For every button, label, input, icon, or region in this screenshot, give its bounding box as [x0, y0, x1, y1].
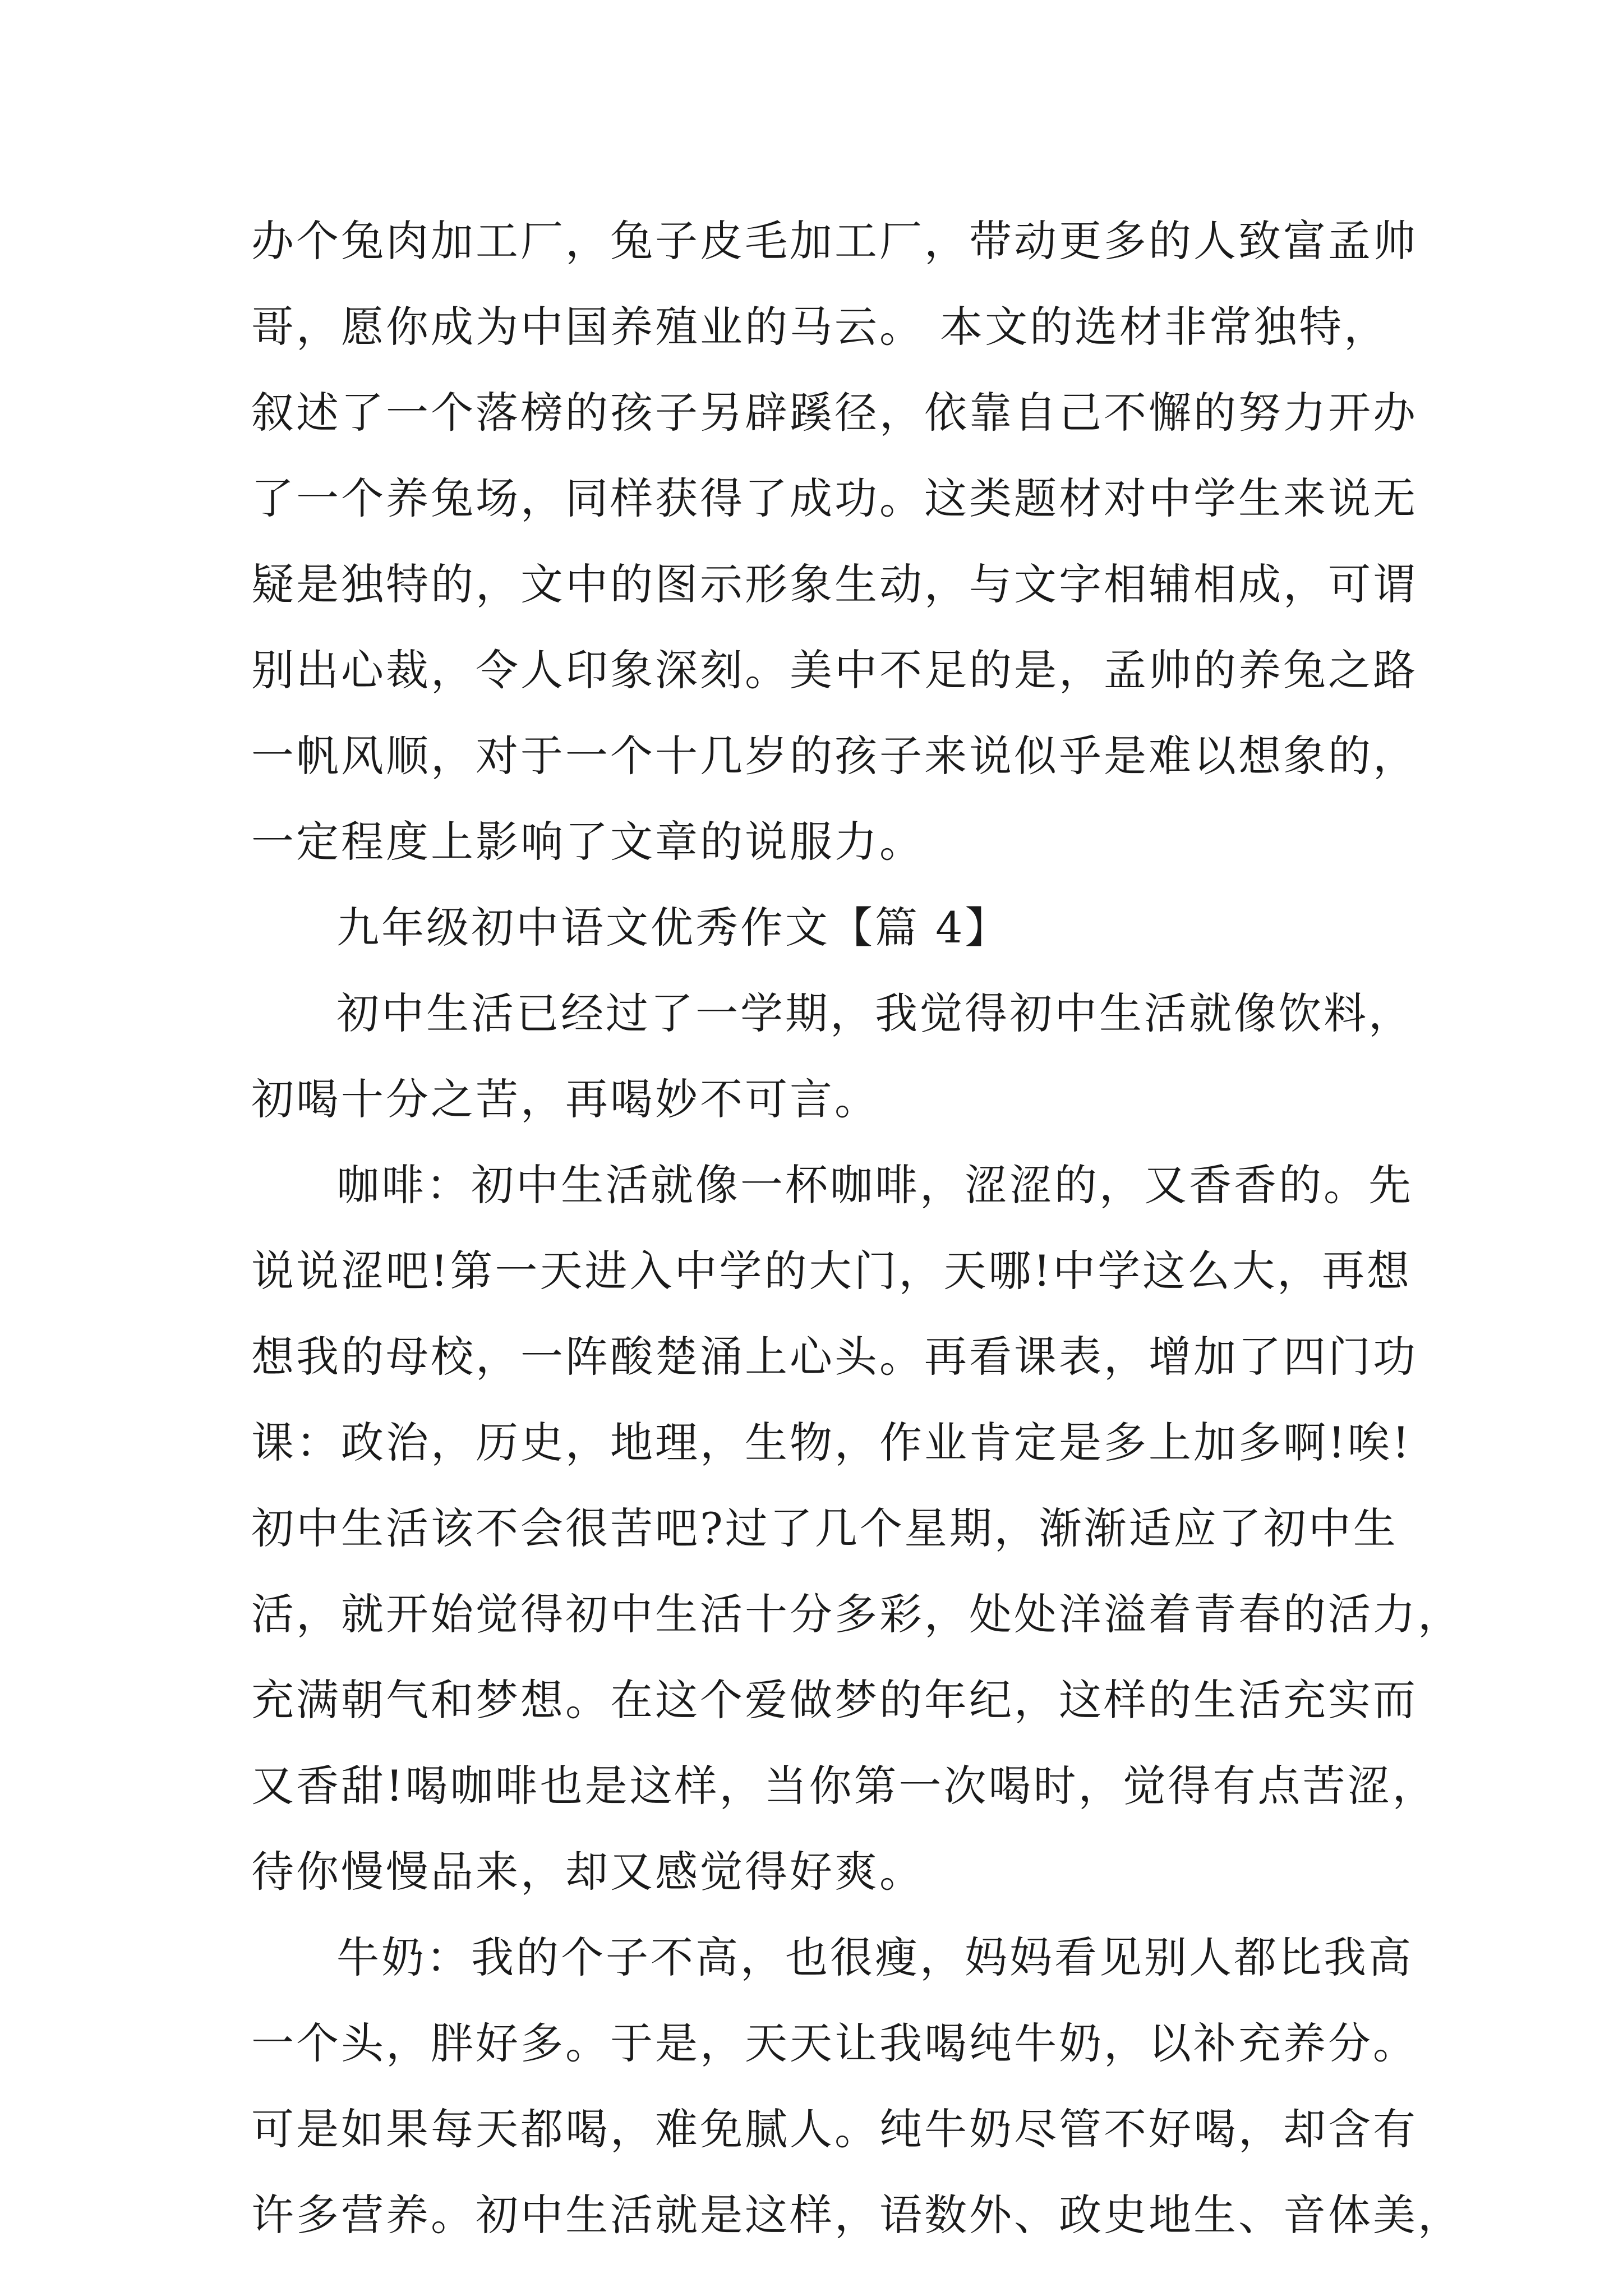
text-line: 了一个养兔场，同样获得了成功。这类题材对中学生来说无 — [251, 473, 1418, 523]
text-line: 课：政治，历史，地理，生物，作业肯定是多上加多啊!唉! — [251, 1418, 1412, 1467]
text-line: 一帆风顺，对于一个十几岁的孩子来说似乎是难以想象的， — [251, 731, 1418, 781]
text-line: 一个头，胖好多。于是，天天让我喝纯牛奶，以补充养分。 — [251, 2018, 1418, 2068]
text-line: 办个兔肉加工厂，兔子皮毛加工厂，带动更多的人致富孟帅 — [251, 216, 1418, 266]
text-line: 说说涩吧!第一天进入中学的大门，天哪!中学这么大，再想 — [251, 1246, 1412, 1296]
text-line: 哥，愿你成为中国养殖业的马云。 本文的选材非常独特， — [251, 302, 1389, 352]
text-line: 待你慢慢品来，却又感觉得好爽。 — [251, 1847, 924, 1897]
text-line: 疑是独特的，文中的图示形象生动，与文字相辅相成，可谓 — [251, 559, 1418, 609]
text-line: 充满朝气和梦想。在这个爱做梦的年纪，这样的生活充实而 — [251, 1675, 1418, 1725]
paragraph-start: 咖啡：初中生活就像一杯咖啡，涩涩的，又香香的。先 — [336, 1160, 1413, 1210]
text-line: 初喝十分之苦，再喝妙不可言。 — [251, 1074, 879, 1124]
text-line: 别出心裁，令人印象深刻。美中不足的是，孟帅的养兔之路 — [251, 645, 1418, 695]
text-line: 叙述了一个落榜的孩子另辟蹊径，依靠自己不懈的努力开办 — [251, 388, 1418, 438]
text-line: 活，就开始觉得初中生活十分多彩，处处洋溢着青春的活力， — [251, 1589, 1463, 1639]
section-heading: 九年级初中语文优秀作文【篇 4】 — [336, 903, 1010, 953]
paragraph-start: 牛奶：我的个子不高，也很瘦，妈妈看见别人都比我高 — [336, 1932, 1413, 1982]
text-line: 初中生活该不会很苦吧?过了几个星期，渐渐适应了初中生 — [251, 1503, 1398, 1553]
text-line: 可是如果每天都喝，难免腻人。纯牛奶尽管不好喝，却含有 — [251, 2104, 1418, 2154]
paragraph-start: 初中生活已经过了一学期，我觉得初中生活就像饮料， — [336, 988, 1413, 1038]
text-line: 一定程度上影响了文章的说服力。 — [251, 817, 924, 867]
text-line: 又香甜!喝咖啡也是这样，当你第一次喝时，觉得有点苦涩， — [251, 1761, 1437, 1811]
text-line: 许多营养。初中生活就是这样，语数外、政史地生、音体美， — [251, 2190, 1463, 2240]
text-line: 想我的母校，一阵酸楚涌上心头。再看课表，增加了四门功 — [251, 1332, 1418, 1382]
